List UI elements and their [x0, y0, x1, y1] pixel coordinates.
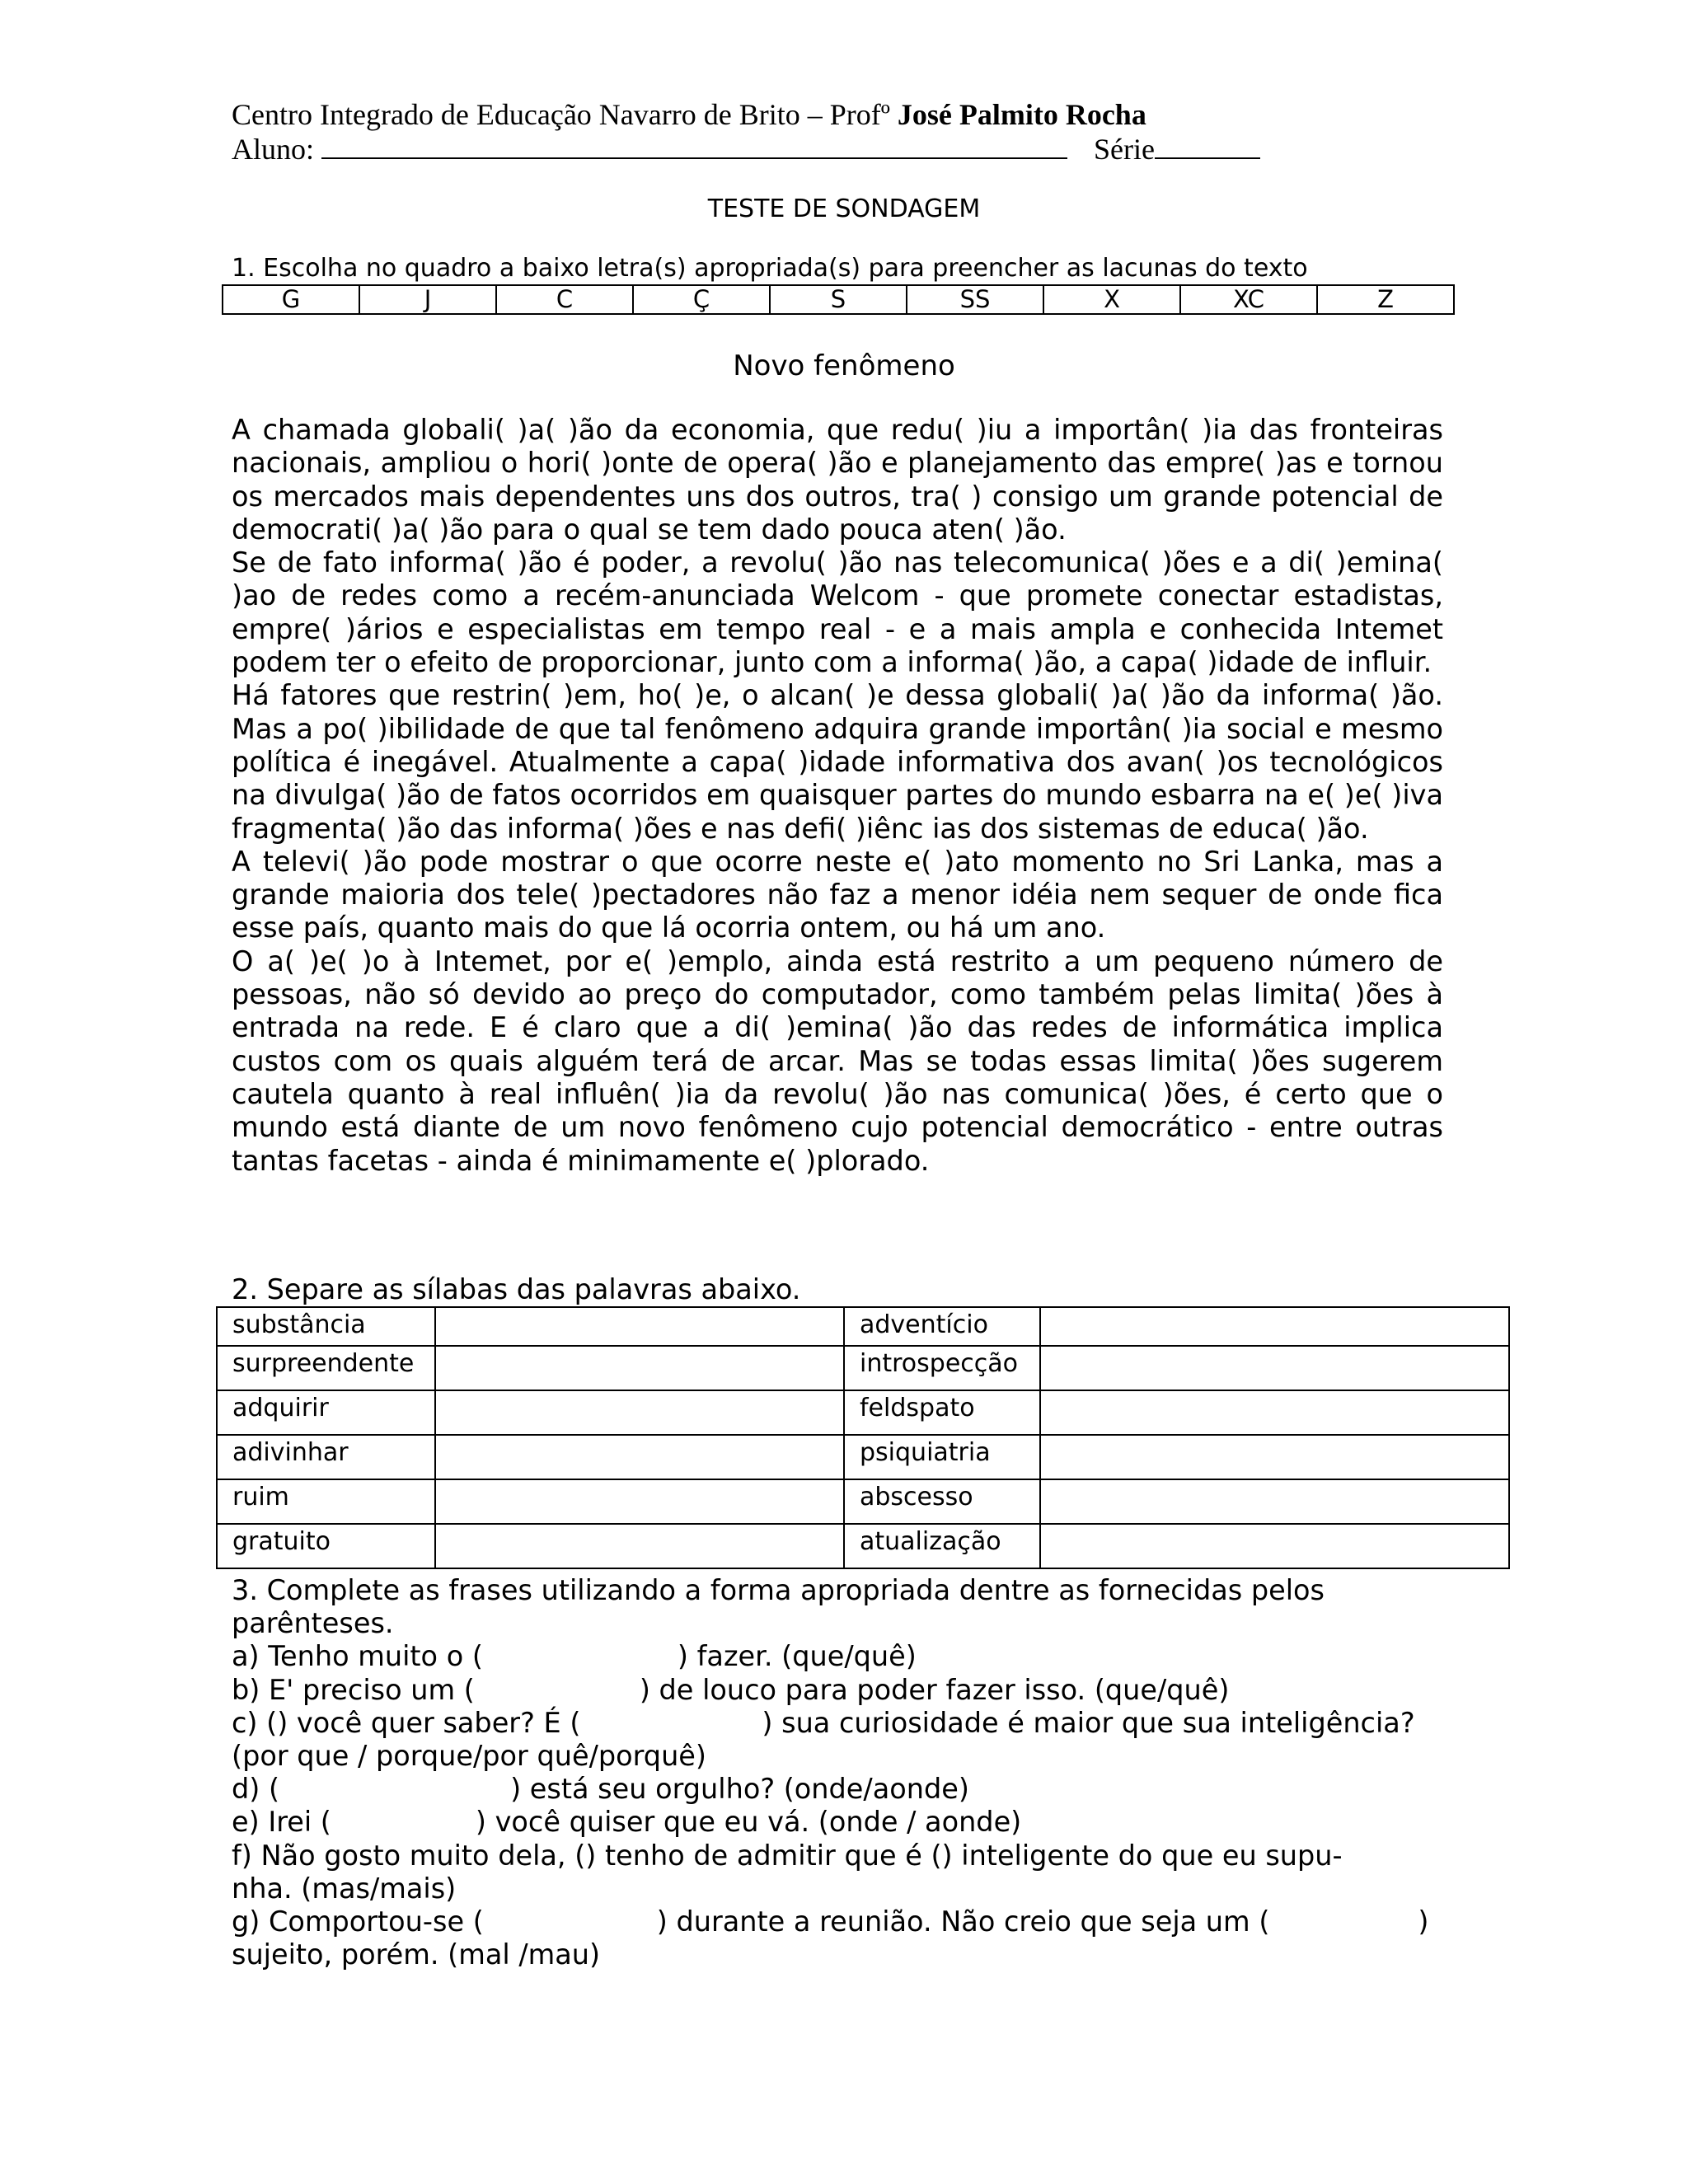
student-name-field[interactable]: [321, 133, 1067, 159]
passage-paragraph: A chamada globali( )a( )ão da economia, que redu( )iu a importân( )ia das fronteiras nacionais, ampliou o hori( )onte de opera( )ão e planejamento das empre( )as e tornou os mercados mais dependentes uns dos outros, tra( ) consigo um grande potencial de democrati( )a( )ão para o qual se tem dado pouca aten( )ão.: [232, 414, 1443, 546]
word-cell: substância: [217, 1307, 435, 1346]
letter-cell: X: [1043, 285, 1180, 314]
word-cell: adquirir: [217, 1390, 435, 1435]
table-row: [217, 1524, 1509, 1568]
sentence-g-cont: sujeito, porém. (mal /mau): [232, 1938, 601, 1971]
table-row: [217, 1435, 1509, 1479]
word-cell: introspecção: [844, 1346, 1040, 1390]
teacher-name: José Palmito Rocha: [897, 98, 1146, 131]
table-row: [217, 1346, 1509, 1390]
table-row: [217, 1479, 1509, 1524]
question-1-prompt: 1. Escolha no quadro a baixo letra(s) apropriada(s) para preencher as lacunas do texto: [232, 254, 1308, 283]
sentence-c-options: (por que / porque/por quê/porquê): [232, 1740, 706, 1773]
word-cell: adventício: [844, 1307, 1040, 1346]
text-title: Novo fenômeno: [733, 349, 955, 382]
grade-label: Série: [1094, 133, 1155, 166]
word-cell: surpreendente: [217, 1346, 435, 1390]
sentence-f: f) Não gosto muito dela, () tenho de admitir que é () inteligente do que eu supu-: [232, 1839, 1343, 1872]
letters-table: [222, 284, 1455, 315]
passage-paragraph: A televi( )ão pode mostrar o que ocorre neste e( )ato momento no Sri Lanka, mas a grande maioria dos tele( )pectadores não faz a menor idéia nem sequer de onde fica esse país, quanto mais do que lá ocorria ontem, ou há um ano.: [232, 845, 1443, 944]
letter-cell: S: [770, 285, 907, 314]
answer-cell[interactable]: [1040, 1435, 1509, 1479]
answer-cell[interactable]: [1040, 1524, 1509, 1568]
student-line: [232, 132, 1303, 166]
sentence-a: a) Tenho muito o ( ) fazer. (que/quê): [232, 1640, 917, 1673]
sentence-d: d) ( ) está seu orgulho? (onde/aonde): [232, 1773, 969, 1806]
letter-cell: XC: [1180, 285, 1317, 314]
answer-cell[interactable]: [435, 1435, 844, 1479]
school-line: [232, 97, 1303, 132]
sentence-c: c) () você quer saber? É ( ) sua curiosidade é maior que sua inteligência?: [232, 1706, 1415, 1739]
question-3: [232, 1574, 1451, 1971]
answer-cell[interactable]: [435, 1479, 844, 1524]
passage-paragraph: O a( )e( )o à Intemet, por e( )emplo, ainda está restrito a um pequeno número de pessoas, não só devido ao preço do computador, como também pelas limita( )ões à entrada na rede. E é claro que a di( )emina( )ão das redes de informática implica custos com os quais alguém terá de arcar. Mas se todas essas limita( )ões sugerem cautela quanto à real influên( )ia da revolu( )ão nas comunica( )ões, é certo que o mundo está diante de um novo fenômeno cujo potencial democrático - entre outras tantas facetas - ainda é minimamente e( )plorado.: [232, 944, 1443, 1177]
question-3-prompt: 3. Complete as frases utilizando a forma apropriada dentre as fornecidas pelos: [232, 1574, 1325, 1606]
question-2-prompt: 2. Separe as sílabas das palavras abaixo.: [232, 1273, 801, 1305]
word-cell: ruim: [217, 1479, 435, 1524]
passage: [232, 414, 1443, 1178]
table-row: [217, 1307, 1509, 1346]
student-label: Aluno:: [232, 133, 315, 166]
word-cell: gratuito: [217, 1524, 435, 1568]
answer-cell[interactable]: [1040, 1390, 1509, 1435]
answer-cell[interactable]: [435, 1524, 844, 1568]
word-cell: adivinhar: [217, 1435, 435, 1479]
letter-cell: J: [359, 285, 496, 314]
sentence-f-cont: nha. (mas/mais): [232, 1872, 457, 1905]
school-name: Centro Integrado de Educação Navarro de Brito – Profº: [232, 98, 890, 131]
answer-cell[interactable]: [1040, 1479, 1509, 1524]
letter-cell: SS: [907, 285, 1043, 314]
letter-cell: C: [496, 285, 633, 314]
letter-cell: Z: [1317, 285, 1454, 314]
question-3-prompt-cont: parênteses.: [232, 1607, 394, 1640]
answer-cell[interactable]: [435, 1390, 844, 1435]
word-cell: feldspato: [844, 1390, 1040, 1435]
word-cell: abscesso: [844, 1479, 1040, 1524]
word-cell: psiquiatria: [844, 1435, 1040, 1479]
sentence-e: e) Irei ( ) você quiser que eu vá. (onde / aonde): [232, 1806, 1022, 1839]
passage-paragraph: Há fatores que restrin( )em, ho( )e, o alcan( )e dessa globali( )a( )ão da informa( )ão. Mas a po( )ibilidade de que tal fenômeno adquira grande importân( )ia social e mesmo política é inegável. Atualmente a capa( )idade informativa dos avan( )os tecnológicos na divulga( )ão de fatos ocorridos em quaisquer partes do mundo esbarra na e( )e( )iva fragmenta( )ão das informa( )ões e nas defi( )iênc ias dos sistemas de educa( )ão.: [232, 679, 1443, 845]
syllables-table: [216, 1306, 1510, 1569]
grade-field[interactable]: [1155, 133, 1260, 159]
answer-cell[interactable]: [435, 1307, 844, 1346]
sentence-g: g) Comportou-se ( ) durante a reunião. Não creio que seja um ( ): [232, 1905, 1429, 1938]
letter-cell: Ç: [633, 285, 770, 314]
sentence-b: b) E' preciso um ( ) de louco para poder fazer isso. (que/quê): [232, 1673, 1230, 1706]
word-cell: atualização: [844, 1524, 1040, 1568]
answer-cell[interactable]: [1040, 1307, 1509, 1346]
letter-cell: G: [223, 285, 359, 314]
page-title: TESTE DE SONDAGEM: [707, 194, 981, 223]
header: [232, 97, 1303, 166]
answer-cell[interactable]: [435, 1346, 844, 1390]
answer-cell[interactable]: [1040, 1346, 1509, 1390]
table-row: [217, 1390, 1509, 1435]
passage-paragraph: Se de fato informa( )ão é poder, a revolu( )ão nas telecomunica( )ões e a di( )emina( )ao de redes como a recém-anunciada Welcom - que promete conectar estadistas, empre( )ários e especialistas em tempo real - e a mais ampla e conhecida Intemet podem ter o efeito de proporcionar, junto com a informa( )ão, a capa( )idade de influir.: [232, 546, 1443, 679]
